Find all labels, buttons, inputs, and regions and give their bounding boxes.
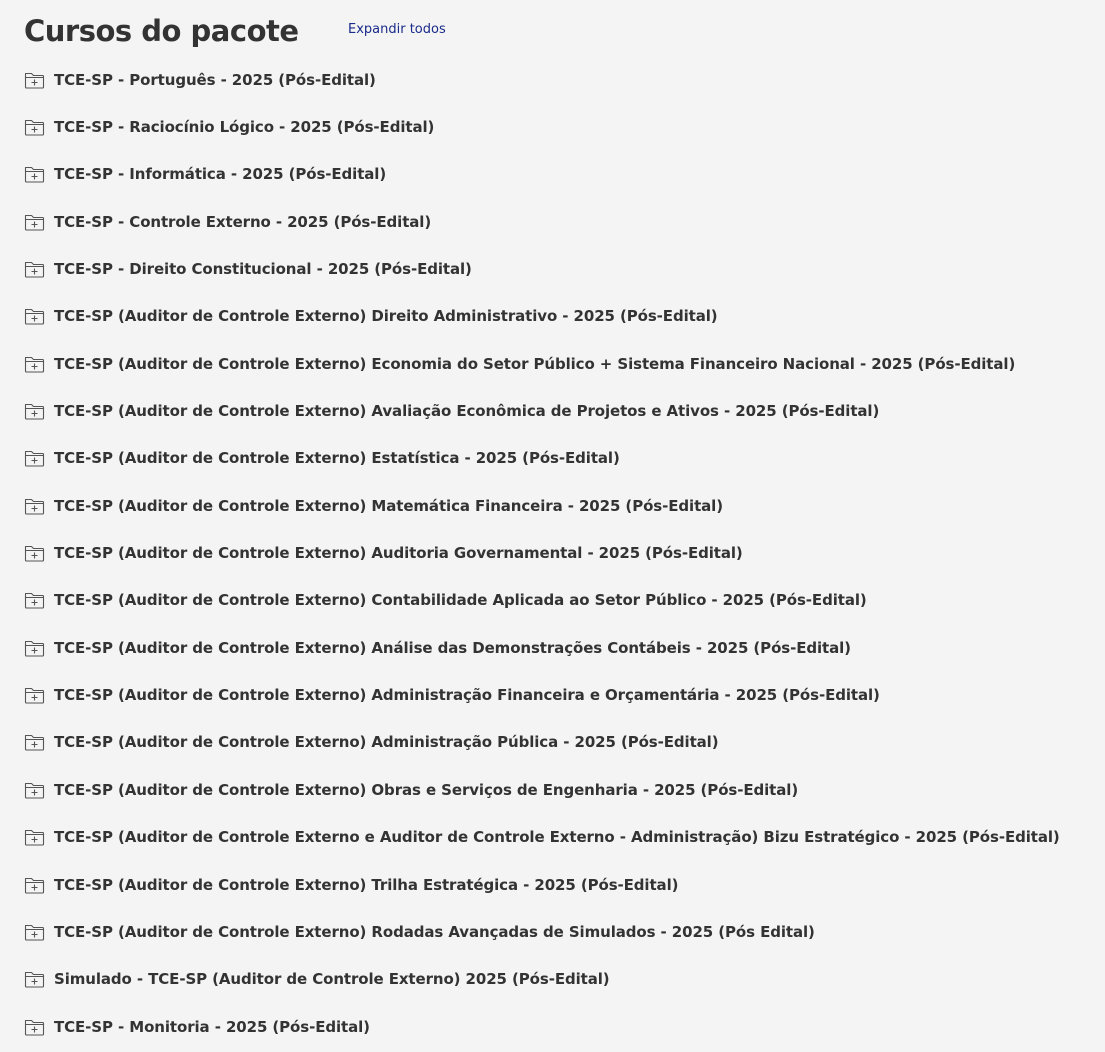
course-label: TCE-SP (Auditor de Controle Externo) Estatística - 2025 (Pós-Edital) — [54, 449, 620, 468]
course-label: TCE-SP (Auditor de Controle Externo) Administração Financeira e Orçamentária - 2025 (Pós-Edital) — [54, 686, 880, 705]
course-label: TCE-SP (Auditor de Controle Externo) Avaliação Econômica de Projetos e Ativos - 2025 (Pós-Edital) — [54, 402, 880, 421]
course-item[interactable] — [24, 293, 1060, 340]
folder-plus-icon[interactable] — [24, 355, 45, 373]
course-label: TCE-SP - Direito Constitucional - 2025 (Pós-Edital) — [54, 260, 472, 279]
course-label: TCE-SP (Auditor de Controle Externo) Matemática Financeira - 2025 (Pós-Edital) — [54, 496, 723, 515]
folder-plus-icon[interactable] — [24, 544, 45, 562]
folder-plus-icon[interactable] — [24, 449, 45, 467]
expand-all-link[interactable]: Expandir todos — [348, 22, 446, 37]
course-label: TCE-SP (Auditor de Controle Externo) Auditoria Governamental - 2025 (Pós-Edital) — [54, 544, 743, 563]
course-label: TCE-SP - Controle Externo - 2025 (Pós-Edital) — [54, 212, 432, 231]
course-item[interactable] — [24, 719, 1060, 766]
course-label: TCE-SP - Português - 2025 (Pós-Edital) — [54, 70, 376, 89]
folder-plus-icon[interactable] — [24, 876, 45, 894]
course-item[interactable] — [24, 671, 1060, 718]
page-title: Cursos do pacote — [24, 14, 299, 48]
course-item[interactable] — [24, 1003, 1060, 1050]
course-item[interactable] — [24, 861, 1060, 908]
folder-plus-icon[interactable] — [24, 402, 45, 420]
folder-plus-icon[interactable] — [24, 733, 45, 751]
course-label: TCE-SP - Informática - 2025 (Pós-Edital) — [54, 165, 387, 184]
folder-plus-icon[interactable] — [24, 118, 45, 136]
course-item[interactable] — [24, 245, 1060, 292]
folder-plus-icon[interactable] — [24, 165, 45, 183]
course-item[interactable] — [24, 529, 1060, 576]
course-label: TCE-SP (Auditor de Controle Externo) Obras e Serviços de Engenharia - 2025 (Pós-Edital) — [54, 780, 799, 799]
course-label: TCE-SP (Auditor de Controle Externo e Auditor de Controle Externo - Administração) Bizu Estratégico - 2025 (Pós-Edital) — [54, 828, 1060, 847]
course-label: TCE-SP (Auditor de Controle Externo) Análise das Demonstrações Contábeis - 2025 (Pós-Edital) — [54, 638, 851, 657]
folder-plus-icon[interactable] — [24, 686, 45, 704]
course-item[interactable] — [24, 956, 1060, 1003]
course-item[interactable] — [24, 198, 1060, 245]
course-label: TCE-SP (Auditor de Controle Externo) Trilha Estratégica - 2025 (Pós-Edital) — [54, 875, 679, 894]
folder-plus-icon[interactable] — [24, 639, 45, 657]
course-item[interactable] — [24, 482, 1060, 529]
course-item[interactable] — [24, 624, 1060, 671]
folder-plus-icon[interactable] — [24, 828, 45, 846]
course-item[interactable] — [24, 340, 1060, 387]
course-item[interactable] — [24, 151, 1060, 198]
course-item[interactable] — [24, 103, 1060, 150]
folder-plus-icon[interactable] — [24, 213, 45, 231]
course-item[interactable] — [24, 577, 1060, 624]
folder-plus-icon[interactable] — [24, 260, 45, 278]
folder-plus-icon[interactable] — [24, 71, 45, 89]
course-label: TCE-SP - Monitoria - 2025 (Pós-Edital) — [54, 1017, 370, 1036]
folder-plus-icon[interactable] — [24, 923, 45, 941]
folder-plus-icon[interactable] — [24, 497, 45, 515]
course-item[interactable] — [24, 766, 1060, 813]
folder-plus-icon[interactable] — [24, 970, 45, 988]
course-label: TCE-SP (Auditor de Controle Externo) Administração Pública - 2025 (Pós-Edital) — [54, 733, 719, 752]
course-label: TCE-SP (Auditor de Controle Externo) Economia do Setor Público + Sistema Financeiro Nacional - 2025 (Pós-Edital) — [54, 354, 1016, 373]
folder-plus-icon[interactable] — [24, 591, 45, 609]
course-item[interactable] — [24, 387, 1060, 434]
folder-plus-icon[interactable] — [24, 781, 45, 799]
folder-plus-icon[interactable] — [24, 1018, 45, 1036]
course-label: TCE-SP - Raciocínio Lógico - 2025 (Pós-Edital) — [54, 118, 435, 137]
page-header — [24, 8, 299, 54]
course-item[interactable] — [24, 56, 1060, 103]
course-label: TCE-SP (Auditor de Controle Externo) Rodadas Avançadas de Simulados - 2025 (Pós Edital) — [54, 922, 815, 941]
folder-plus-icon[interactable] — [24, 307, 45, 325]
course-label: TCE-SP (Auditor de Controle Externo) Direito Administrativo - 2025 (Pós-Edital) — [54, 307, 718, 326]
course-list — [24, 56, 1060, 1050]
course-item[interactable] — [24, 435, 1060, 482]
course-label: TCE-SP (Auditor de Controle Externo) Contabilidade Aplicada ao Setor Público - 2025 (Pós-Edital) — [54, 591, 867, 610]
course-item[interactable] — [24, 908, 1060, 955]
course-label: Simulado - TCE-SP (Auditor de Controle Externo) 2025 (Pós-Edital) — [54, 970, 610, 989]
course-item[interactable] — [24, 814, 1060, 861]
